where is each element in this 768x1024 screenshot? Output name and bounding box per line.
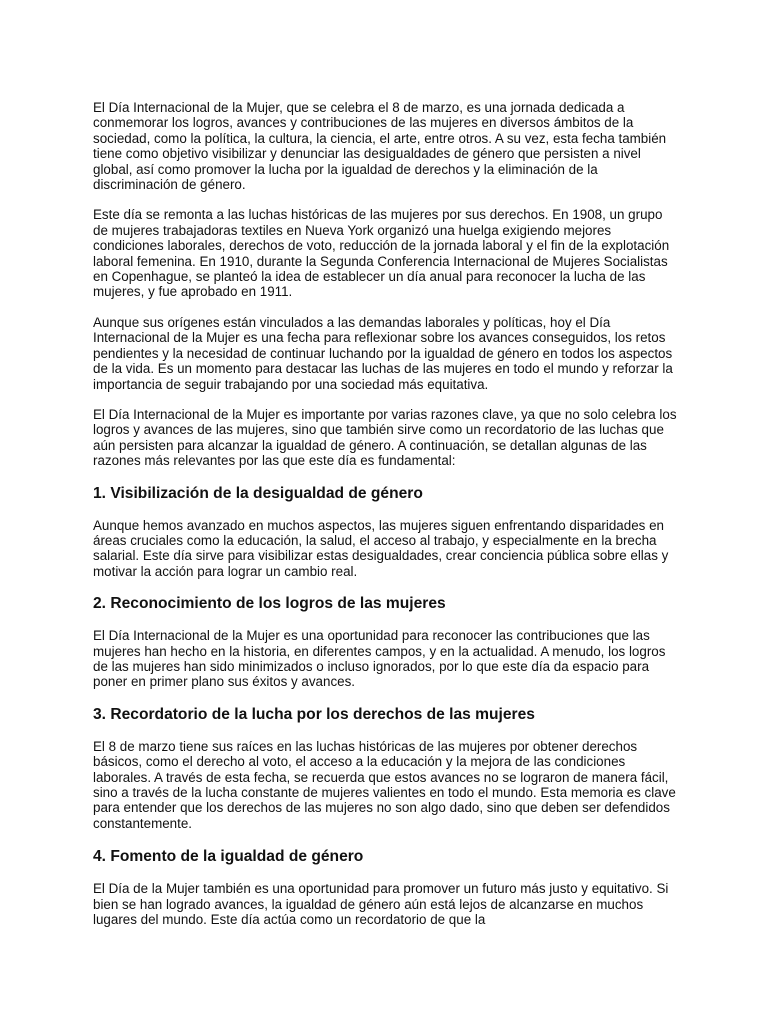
document-page — [93, 100, 678, 927]
section-body-1: Aunque hemos avanzado en muchos aspectos, las mujeres siguen enfrentando disparidades en áreas cruciales como la educación, la salud, el acceso al trabajo, y especialmente en la brecha salarial. Este día sirve para visibilizar estas desigualdades, crear conciencia pública sobre ellas y motivar la acción para lograr un cambio real. — [93, 517, 669, 579]
section-body-4: El Día de la Mujer también es una oportunidad para promover un futuro más justo y equitativo. Si bien se han logrado avances, la igualdad de género aún está lejos de alcanzarse en muchos lugares del mundo. Este día actúa como un recordatorio de que la — [93, 881, 669, 928]
section-body-2: El Día Internacional de la Mujer es una oportunidad para reconocer las contribuciones que las mujeres han hecho en la historia, en diferentes campos, y en la actualidad. A menudo, los logros de las mujeres han sido minimizados o incluso ignorados, por lo que este día da espacio para poner en primer plano sus éxitos y avances. — [93, 628, 666, 690]
section-heading-1: 1. Visibilización de la desigualdad de género — [93, 484, 423, 502]
intro-paragraph-1: El Día Internacional de la Mujer, que se celebra el 8 de marzo, es una jornada dedicada a conmemorar los logros, avances y contribuciones de las mujeres en diversos ámbitos de la sociedad, como la política, la cultura, la ciencia, el arte, entre otros. A su vez, esta fecha también tiene como objetivo visibilizar y denunciar las desigualdades de género que persisten a nivel global, así como promover la lucha por la igualdad de derechos y la eliminación de la discriminación de género. — [93, 100, 667, 193]
section-body-3: El 8 de marzo tiene sus raíces en las luchas históricas de las mujeres por obtener derechos básicos, como el derecho al voto, el acceso a la educación y la mejora de las condiciones laborales. A través de esta fecha, se recuerda que estos avances no se lograron de manera fácil, sino a través de la lucha constante de mujeres valientes en todo el mundo. Esta memoria es clave para entender que los derechos de las mujeres no son algo dado, sino que deben ser defendidos constantemente. — [93, 738, 676, 831]
section-heading-4: 4. Fomento de la igualdad de género — [93, 848, 364, 866]
intro-paragraph-4: El Día Internacional de la Mujer es importante por varias razones clave, ya que no solo celebra los logros y avances de las mujeres, sino que también sirve como un recordatorio de las luchas que aún persisten para alcanzar la igualdad de género. A continuación, se detallan algunas de las razones más relevantes por las que este día es fundamental: — [93, 406, 677, 469]
intro-paragraph-2: Este día se remonta a las luchas históricas de las mujeres por sus derechos. En 1908, un grupo de mujeres trabajadoras textiles en Nueva York organizó una huelga exigiendo mejores condiciones laborales, derechos de voto, reducción de la jornada laboral y el fin de la explotación laboral femenina. En 1910, durante la Segunda Conferencia Internacional de Mujeres Socialistas en Copenhague, se planteó la idea de establecer un día anual para reconocer la lucha de las mujeres, y fue aprobado en 1911. — [93, 207, 670, 300]
section-heading-2: 2. Reconocimiento de los logros de las mujeres — [93, 595, 446, 613]
intro-paragraph-3: Aunque sus orígenes están vinculados a las demandas laborales y políticas, hoy el Día Internacional de la Mujer es una fecha para reflexionar sobre los avances conseguidos, los retos pendientes y la necesidad de continuar luchando por la igualdad de género en todos los aspectos de la vida. Es un momento para destacar las luchas de las mujeres en todo el mundo y reforzar la importancia de seguir trabajando por una sociedad más equitativa. — [93, 314, 673, 392]
section-heading-3: 3. Recordatorio de la lucha por los derechos de las mujeres — [93, 705, 535, 723]
